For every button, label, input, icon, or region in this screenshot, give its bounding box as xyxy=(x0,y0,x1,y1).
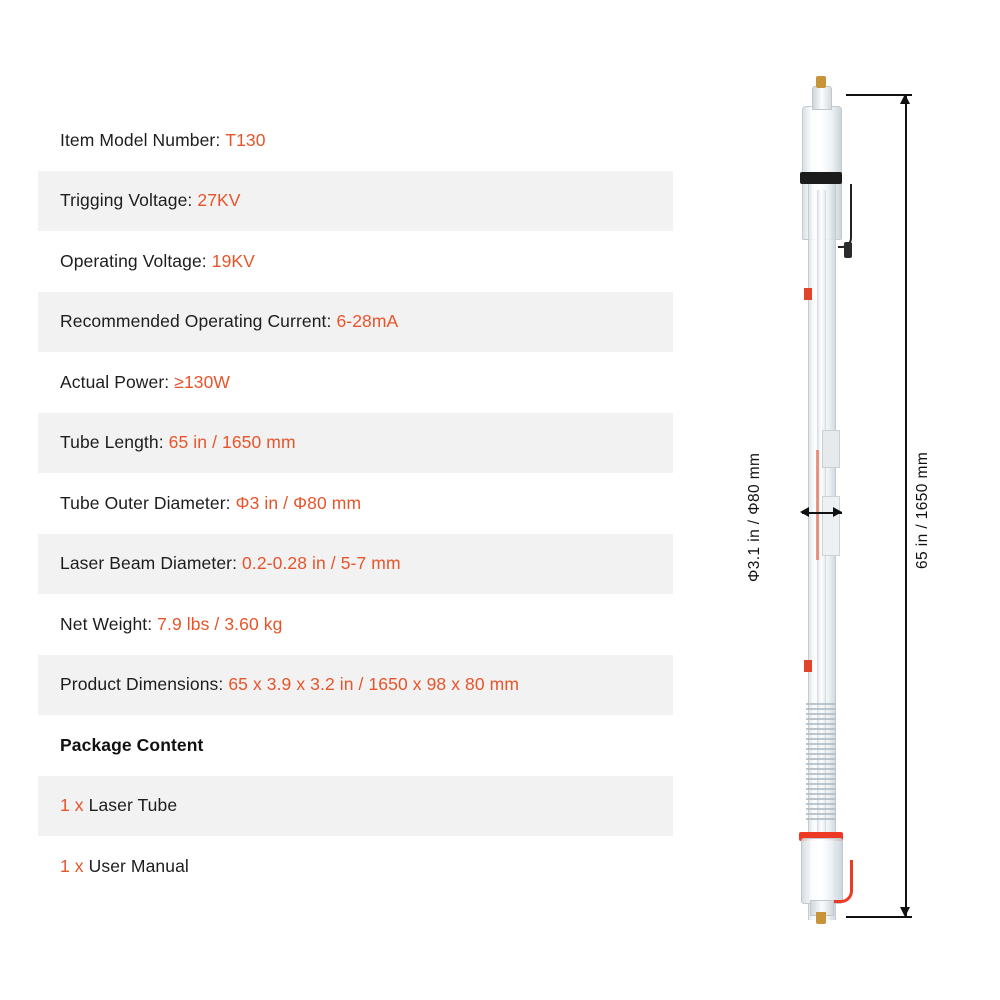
length-dimension-label: 65 in / 1650 mm xyxy=(914,451,931,569)
spec-label: Laser Beam Diameter: xyxy=(60,553,243,574)
spec-label: Trigging Voltage: xyxy=(60,190,198,211)
package-content-title: Package Content xyxy=(60,734,204,755)
table-row xyxy=(38,655,673,716)
diameter-arrow-left xyxy=(800,507,809,517)
spec-value: Φ3 in / Φ80 mm xyxy=(235,492,362,513)
spec-value: 6-28mA xyxy=(336,311,399,332)
table-row xyxy=(38,594,673,655)
spec-label: Product Dimensions: xyxy=(60,674,229,695)
tube-red-clip-upper xyxy=(804,288,812,300)
spec-value: 19KV xyxy=(211,250,255,271)
spec-value: 0.2-0.28 in / 5-7 mm xyxy=(242,553,401,574)
table-row xyxy=(38,352,673,413)
list-item xyxy=(38,776,673,837)
tube-bottom-electrode xyxy=(816,912,826,924)
table-row xyxy=(38,231,673,292)
spec-value: 65 x 3.9 x 3.2 in / 1650 x 98 x 80 mm xyxy=(228,674,519,695)
product-image xyxy=(700,60,1000,960)
table-row xyxy=(38,292,673,353)
length-arrow-bottom xyxy=(900,907,910,917)
tube-red-clip-lower xyxy=(804,660,812,672)
spec-value: ≥130W xyxy=(174,371,231,392)
diameter-dimension-label: Φ3.1 in / Φ80 mm xyxy=(746,452,763,583)
spec-label: Actual Power: xyxy=(60,371,175,392)
table-row xyxy=(38,473,673,534)
spec-label: Operating Voltage: xyxy=(60,250,212,271)
tube-mid-fitting-upper xyxy=(822,430,840,468)
spec-label: Tube Length: xyxy=(60,432,169,453)
table-row xyxy=(38,171,673,232)
tube-cooling-coil xyxy=(806,700,836,820)
tube-base-hook xyxy=(834,860,853,903)
length-dimension-line xyxy=(905,94,907,917)
tube-top-cap xyxy=(812,86,832,110)
package-item-qty: 1 x xyxy=(60,795,89,816)
table-row xyxy=(38,534,673,595)
spec-label: Recommended Operating Current: xyxy=(60,311,337,332)
spec-value: 65 in / 1650 mm xyxy=(168,432,296,453)
diameter-arrow-right xyxy=(833,507,842,517)
package-item-name: User Manual xyxy=(88,855,189,876)
tube-inner-tint xyxy=(816,450,819,560)
specification-table xyxy=(38,110,673,897)
tube-black-collar xyxy=(800,172,842,184)
spec-value: T130 xyxy=(225,129,266,150)
list-item xyxy=(38,836,673,897)
tube-wire-connector xyxy=(844,242,852,258)
tube-top-electrode xyxy=(816,76,826,88)
spec-value: 7.9 lbs / 3.60 kg xyxy=(157,613,283,634)
table-row xyxy=(38,110,673,171)
package-content-header xyxy=(38,715,673,776)
table-row xyxy=(38,413,673,474)
length-arrow-top xyxy=(900,94,910,104)
spec-label: Net Weight: xyxy=(60,613,158,634)
spec-label: Item Model Number: xyxy=(60,129,226,150)
package-item-name: Laser Tube xyxy=(88,795,178,816)
spec-label: Tube Outer Diameter: xyxy=(60,492,236,513)
package-item-qty: 1 x xyxy=(60,855,89,876)
tube-power-wire xyxy=(838,184,852,248)
tube-mid-fitting-lower xyxy=(822,496,840,556)
spec-value: 27KV xyxy=(197,190,241,211)
